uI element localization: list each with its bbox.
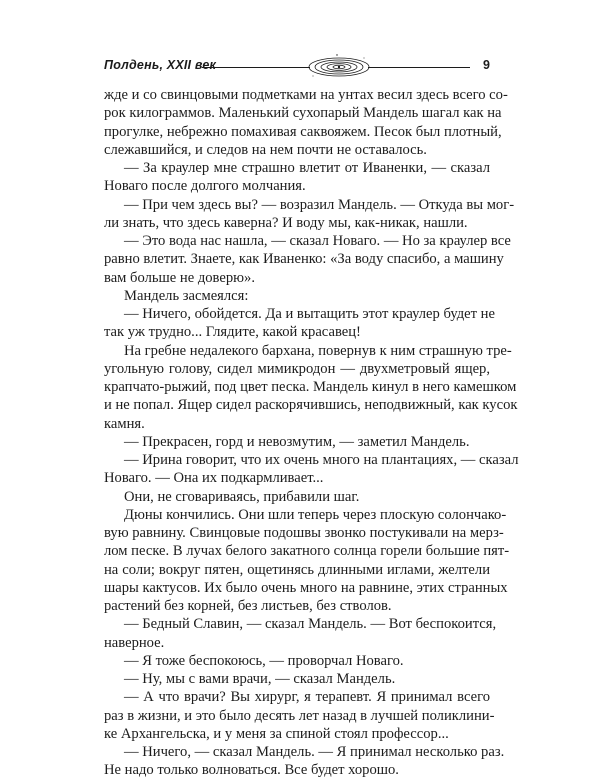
text-line: камня. xyxy=(104,415,145,432)
text-line: слежавшийся, и следов на нем почти не оставалось. xyxy=(104,141,427,158)
text-line: Новаго. — Она их подкармливает... xyxy=(104,470,324,487)
text-line: — Ирина говорит, что их очень много на плантациях, — сказал xyxy=(124,452,519,468)
text-line: рок килограммов. Маленький сухопарый Мандель шагал как на xyxy=(104,105,502,122)
text-line: на соли; вокруг пятен, ощетинясь длинными иглами, желтели xyxy=(104,561,490,578)
text-line: — Ну, мы с вами врачи, — сказал Мандель. xyxy=(124,671,396,687)
text-line: — Прекрасен, горд и невозмутим, — заметил Мандель. xyxy=(124,433,470,450)
text-line: ли знать, что здесь каверна? И воду мы, как-никак, нашли. xyxy=(104,214,468,231)
header-rule-right xyxy=(368,67,470,68)
text-line: вам больше не доверю». xyxy=(104,269,255,286)
text-line: раз в жизни, и это было десять лет назад в лучшей поликлини- xyxy=(104,707,495,724)
text-line: Не надо только волноваться. Все будет хорошо. xyxy=(104,762,399,779)
page-header xyxy=(104,52,490,82)
text-line: равно влетит. Знаете, как Иваненко: «За воду спасибо, а машину xyxy=(104,251,504,268)
text-line: — За краулер мне страшно влетит от Иваненки, — сказал xyxy=(124,160,490,176)
text-line: Они, не сговариваясь, прибавили шаг. xyxy=(124,488,360,505)
text-line: На гребне недалекого бархана, повернув к ним страшную тре- xyxy=(124,342,512,359)
text-line: Мандель засмеялся: xyxy=(124,287,249,304)
text-line: — При чем здесь вы? — возразил Мандель. — Откуда вы мог- xyxy=(124,196,515,213)
page-number: 9 xyxy=(483,58,490,72)
text-line: и не попал. Ящер сидел раскорячившись, неподвижный, как кусок xyxy=(104,397,518,414)
text-line: крапчато-рыжий, под цвет песка. Мандель кинул в него камешком xyxy=(104,379,517,395)
text-line: Новаго после долгого молчания. xyxy=(104,178,306,195)
spiral-galaxy-icon xyxy=(304,52,374,80)
header-rule-left xyxy=(202,67,310,68)
text-line: Дюны кончились. Они шли теперь через плоскую солончако- xyxy=(124,506,507,523)
text-line: — Я тоже беспокоюсь, — проворчал Новаго. xyxy=(124,652,404,669)
text-line: — Это вода нас нашла, — сказал Новаго. — Но за краулер все xyxy=(124,233,511,249)
body-text xyxy=(104,86,519,780)
text-line: — Ничего, обойдется. Да и вытащить этот краулер будет не xyxy=(124,306,495,322)
text-line: — Бедный Славин, — сказал Мандель. — Вот беспокоится, xyxy=(124,616,497,633)
running-title: Полдень, XXII век xyxy=(104,58,217,72)
text-line: жде и со свинцовыми подметками на унтах весил здесь всего со- xyxy=(104,87,508,103)
text-line: так уж трудно... Глядите, какой красавец! xyxy=(104,324,361,341)
text-line: растений без корней, без листьев, без стволов. xyxy=(104,598,392,614)
text-line: — Ничего, — сказал Мандель. — Я принимал несколько раз. xyxy=(124,744,505,760)
text-line: угольную голову, сидел мимикродон — двухметровый ящер, xyxy=(104,360,490,377)
text-line: вую равнину. Свинцовые подошвы звонко постукивали на мерз- xyxy=(104,525,504,541)
text-line: прогулке, небрежно помахивая саквояжем. Песок был плотный, xyxy=(104,123,502,140)
text-line: шары кактусов. Их было очень много на равнине, этих странных xyxy=(104,579,508,596)
text-line: лом песке. В лучах белого закатного солнца горели большие пят- xyxy=(104,543,510,560)
text-line: наверное. xyxy=(104,634,165,651)
text-line: — А что врачи? Вы хирург, я терапевт. Я принимал всего xyxy=(124,689,490,706)
text-line: ке Архангельска, и у меня за спиной стоял профессор... xyxy=(104,725,449,742)
